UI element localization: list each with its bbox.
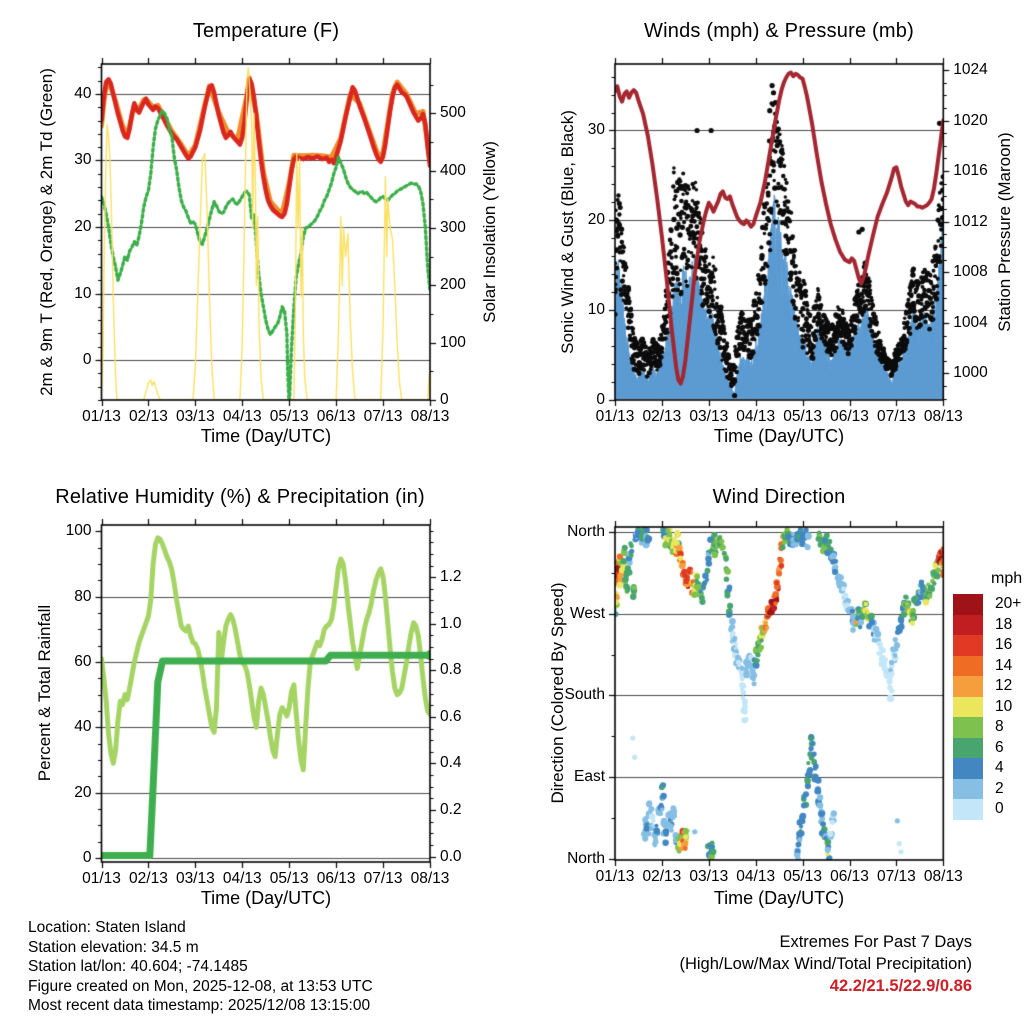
- x-tick-label-wind-direction: 08/13: [923, 868, 963, 885]
- colorbar-segment: [953, 615, 983, 636]
- y-tick-label-right-temperature: 100: [440, 333, 466, 351]
- colorbar-title: mph: [991, 570, 1023, 587]
- x-tick-label-temperature: 08/13: [410, 408, 450, 425]
- x-tick-label-wind-direction: 04/13: [736, 868, 776, 885]
- colorbar-segment: [953, 635, 983, 656]
- y-tick-label-left-temperature: 40: [74, 84, 92, 102]
- colorbar-label: 12: [995, 677, 1013, 695]
- y-tick-label-left-wind-direction: East: [573, 768, 605, 786]
- y-tick-label-left-humidity-precip: 20: [74, 783, 92, 801]
- x-tick-label-temperature: 05/13: [269, 408, 309, 425]
- xlabel-humidity-precip: Time (Day/UTC): [200, 888, 332, 908]
- ylabel-winds-right: Station Pressure (Maroon): [995, 132, 1014, 332]
- y-tick-label-right-humidity-precip: 1.2: [440, 568, 462, 586]
- x-tick-label-wind-direction: 06/13: [830, 868, 869, 885]
- y-tick-label-left-wind-direction: North: [567, 850, 605, 867]
- station-info: [28, 918, 373, 1016]
- x-tick-label-humidity-precip: 02/13: [129, 870, 168, 887]
- y-tick-label-right-winds-pressure: 1004: [953, 313, 988, 331]
- x-tick-label-winds-pressure: 08/13: [923, 408, 963, 425]
- station-info-line: Station elevation: 34.5 m: [28, 938, 199, 956]
- colorbar-segment: [953, 738, 983, 759]
- y-tick-label-right-winds-pressure: 1008: [953, 263, 988, 281]
- x-tick-label-winds-pressure: 05/13: [783, 408, 822, 425]
- y-tick-label-right-temperature: 400: [440, 161, 466, 179]
- x-tick-label-temperature: 03/13: [175, 408, 215, 425]
- colorbar-segment: [953, 676, 983, 697]
- colorbar-segment: [953, 779, 983, 800]
- y-tick-label-right-temperature: 300: [440, 218, 466, 236]
- y-tick-label-right-humidity-precip: 1.0: [440, 614, 462, 632]
- y-tick-label-left-winds-pressure: 0: [596, 391, 605, 408]
- station-info-line: Most recent data timestamp: 2025/12/08 13:15:00: [28, 997, 371, 1015]
- x-tick-label-humidity-precip: 07/13: [363, 870, 403, 887]
- colorbar-label: 8: [995, 718, 1004, 736]
- x-tick-label-temperature: 01/13: [82, 408, 121, 425]
- ylabel-temperature-left: 2m & 9m T (Red, Orange) & 2m Td (Green): [37, 68, 56, 396]
- station-info-line: Figure created on Mon, 2025-12-08, at 13:53 UTC: [28, 977, 373, 995]
- colorbar-label: 16: [995, 636, 1013, 654]
- x-tick-label-temperature: 02/13: [129, 408, 168, 425]
- y-tick-label-right-humidity-precip: 0.6: [440, 707, 462, 725]
- y-tick-label-right-humidity-precip: 0.4: [440, 754, 462, 772]
- x-tick-label-temperature: 06/13: [316, 408, 356, 425]
- y-tick-label-right-winds-pressure: 1016: [953, 162, 988, 180]
- x-tick-label-winds-pressure: 06/13: [830, 408, 869, 425]
- y-tick-label-left-temperature: 10: [74, 284, 92, 302]
- y-tick-label-left-humidity-precip: 80: [74, 587, 92, 605]
- station-info-line: Location: Staten Island: [28, 919, 186, 936]
- y-tick-label-left-wind-direction: South: [564, 686, 605, 704]
- ylabel-humidity-left: Percent & Total Rainfall: [35, 604, 54, 782]
- x-tick-label-wind-direction: 02/13: [642, 868, 682, 885]
- chart-title-wind-direction: Wind Direction: [712, 486, 846, 508]
- extremes-title: Extremes For Past 7 Days: [779, 933, 972, 951]
- y-tick-label-left-wind-direction: North: [567, 522, 605, 540]
- x-tick-label-winds-pressure: 01/13: [595, 408, 635, 425]
- colorbar-label: 6: [995, 738, 1004, 756]
- colorbar-segment: [953, 758, 983, 779]
- colorbar-label: 2: [995, 779, 1004, 797]
- colorbar-label: 0: [995, 800, 1004, 818]
- y-tick-label-right-humidity-precip: 0.8: [440, 661, 462, 679]
- colorbar-label: 10: [995, 697, 1013, 715]
- y-tick-label-right-winds-pressure: 1020: [953, 111, 988, 129]
- colorbar-segment: [953, 717, 983, 738]
- x-tick-label-humidity-precip: 04/13: [222, 870, 262, 887]
- x-tick-label-humidity-precip: 06/13: [316, 870, 356, 887]
- y-tick-label-left-winds-pressure: 30: [587, 121, 605, 139]
- y-tick-label-left-humidity-precip: 40: [74, 718, 92, 736]
- colorbar-segment: [953, 656, 983, 677]
- y-tick-label-left-humidity-precip: 100: [65, 522, 92, 540]
- y-tick-label-left-temperature: 30: [74, 151, 92, 169]
- x-tick-label-wind-direction: 05/13: [783, 868, 822, 885]
- colorbar-segment: [953, 697, 983, 718]
- ylabel-winds-left: Sonic Wind & Gust (Blue, Black): [558, 110, 577, 354]
- x-tick-label-winds-pressure: 04/13: [736, 408, 776, 425]
- chart-title-temperature: Temperature (F): [192, 20, 340, 42]
- colorbar-segment: [953, 799, 983, 820]
- y-tick-label-left-temperature: 0: [82, 351, 92, 369]
- chart-title-humidity-precip: Relative Humidity (%) & Precipitation (in): [55, 486, 425, 508]
- y-tick-label-right-winds-pressure: 1000: [953, 364, 988, 382]
- colorbar-label: 20+: [995, 595, 1022, 613]
- ylabel-temperature-right: Solar Insolation (Yellow): [480, 141, 499, 323]
- y-tick-label-left-humidity-precip: 60: [74, 652, 92, 670]
- x-tick-label-winds-pressure: 03/13: [689, 408, 729, 425]
- y-tick-label-right-temperature: 200: [440, 276, 466, 294]
- colorbar-label: 18: [995, 615, 1013, 633]
- y-tick-label-right-winds-pressure: 1012: [953, 212, 988, 230]
- station-info-line: Station lat/lon: 40.604; -74.1485: [28, 958, 248, 976]
- y-tick-label-right-humidity-precip: 0.0: [440, 847, 462, 865]
- x-tick-label-wind-direction: 07/13: [876, 868, 916, 885]
- xlabel-temperature: Time (Day/UTC): [200, 426, 332, 446]
- x-tick-label-winds-pressure: 02/13: [642, 408, 682, 425]
- x-tick-label-humidity-precip: 01/13: [82, 870, 121, 887]
- x-tick-label-temperature: 04/13: [222, 408, 262, 425]
- xlabel-wind-direction: Time (Day/UTC): [713, 888, 845, 908]
- colorbar-label: 4: [995, 759, 1004, 777]
- y-tick-label-left-humidity-precip: 0: [82, 849, 92, 867]
- x-tick-label-humidity-precip: 05/13: [269, 870, 309, 887]
- y-tick-label-right-winds-pressure: 1024: [953, 60, 988, 78]
- x-tick-label-temperature: 07/13: [363, 408, 403, 425]
- y-tick-label-left-winds-pressure: 20: [587, 211, 605, 229]
- ylabel-direction-left: Direction (Colored By Speed): [548, 582, 567, 804]
- y-tick-label-left-wind-direction: West: [569, 604, 605, 622]
- y-tick-label-right-temperature: 500: [440, 104, 466, 122]
- y-tick-label-left-temperature: 20: [74, 218, 92, 235]
- x-tick-label-wind-direction: 01/13: [595, 868, 635, 885]
- xlabel-winds-pressure: Time (Day/UTC): [713, 426, 845, 446]
- x-tick-label-winds-pressure: 07/13: [876, 408, 916, 425]
- extremes-summary: [679, 931, 972, 997]
- x-tick-label-humidity-precip: 08/13: [410, 870, 450, 887]
- extremes-values: 42.2/21.5/22.9/0.86: [829, 977, 972, 995]
- x-tick-label-wind-direction: 03/13: [689, 868, 729, 885]
- y-tick-label-right-humidity-precip: 0.2: [440, 801, 462, 819]
- x-tick-label-humidity-precip: 03/13: [175, 870, 215, 887]
- chart-title-winds-pressure: Winds (mph) & Pressure (mb): [644, 20, 914, 42]
- extremes-subtitle: (High/Low/Max Wind/Total Precipitation): [679, 955, 972, 973]
- colorbar-segment: [953, 594, 983, 615]
- colorbar-label: 14: [995, 656, 1013, 674]
- y-tick-label-right-temperature: 0: [440, 391, 449, 408]
- y-tick-label-left-winds-pressure: 10: [587, 301, 605, 319]
